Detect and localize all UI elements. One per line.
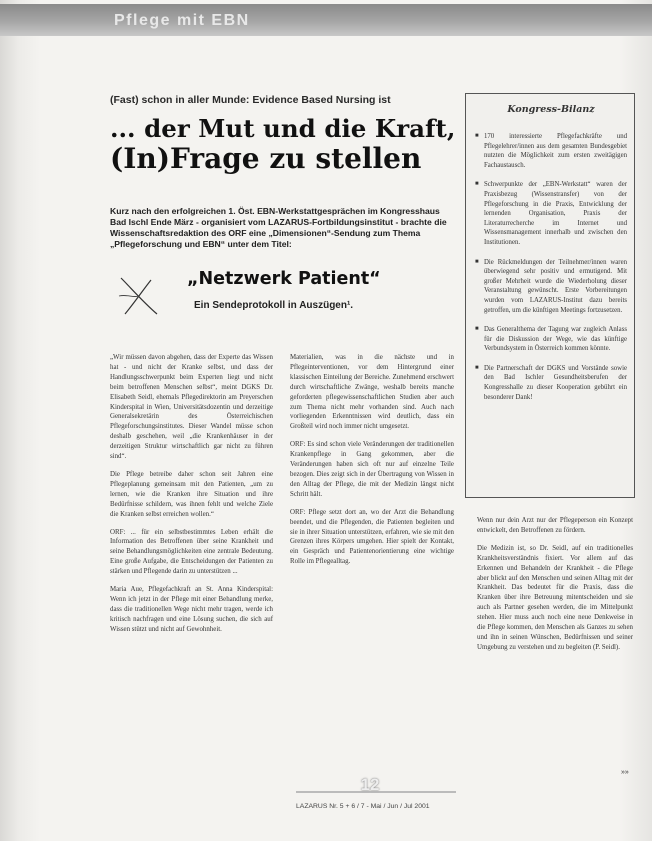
- body-paragraph: ORF: Es sind schon viele Veränderungen der traditionellen Krankenpflege in Gang gekommen, aber die Veränderungen haben sich oft nur auf einzelne Teile bezogen. Dies zeigt sich in der Übertragung von Wissen in den Alltag der Pflege, die mit der Medizin längst nicht Schritt hält.: [290, 441, 454, 498]
- continued-mark: »»: [621, 769, 629, 776]
- sidebar-list-item: ■ Die Rückmeldungen der Teilnehmer/innen waren überwiegend sehr positiv und ermutigend. Mit großer Mehrheit wurde die Wiederholung dieser Veranstaltung gewünscht. Erste Vorbereitungen wurden vom LAZARUS-Institut dazu bereits getroffen, um die künftigen Meetings fortzusetzen.: [475, 258, 627, 316]
- body-column-right: [477, 516, 633, 661]
- body-paragraph: Wenn nur dein Arzt nur der Pflegeperson ein Konzept entwickelt, den Betroffenen zu fördern.: [477, 517, 633, 534]
- body-paragraph: Die Pflege betreibe daher schon seit Jahren eine Pflegeplanung gemeinsam mit den Patienten, „um zu lernen, wie die Kranken ihre Situation und ihre Bedürfnisse schildern, was ihnen fehlt und welche Ziele die Kranken selbst erreichen wollen.“: [110, 470, 273, 518]
- section-banner: [0, 4, 652, 36]
- congress-summary-box: [465, 93, 635, 498]
- footer-imprint: LAZARUS Nr. 5 + 6 / 7 - Mai / Jun / Jul 2001: [296, 803, 430, 810]
- lead-paragraph: Kurz nach den erfolgreichen 1. Öst. EBN-Werkstattgesprächen im Kongresshaus Bad Ischl Ende März - organisiert vom LAZARUS-Fortbildungsinstitut - brachte die Wissenschaftsredaktion des ORF eine „Dimensionen“-Sendung zum Thema „Pflegeforschung und EBN“ unter dem Titel:: [110, 206, 447, 249]
- body-paragraph: ORF: Pflege setzt dort an, wo der Arzt die Behandlung beendet, und die Pflegenden, die Patienten begleiten und sie in ihrer Situation unterstützen, erfahren, wie sie mit den Grenzen ihres Körpers umgehen. Hier spielt der Kontakt, ein Gespräch und Patientenorientierung eine wichtige Rolle im Pflegealltag.: [290, 508, 454, 566]
- sketch-doodle-icon: [117, 274, 165, 320]
- body-paragraph: Materialien, was in die nächste und in Pflegeinterventionen, vor dem Hintergrund einer klassischen Einteilung der Bereiche. Zunehmend erschwert durch wirtschaftliche Zwänge, weshalb bereits manche geforderten pflegewissenschaftlichen Studien aber auch zum Thema nicht mehr vorhanden sind. Auch nach vorliegenden Erkenntnissen wird deutlich, dass ein Großteil wird noch immer nicht umgesetzt.: [290, 354, 454, 431]
- sidebar-list-item: ■ Das Generalthema der Tagung war zugleich Anlass für die Diskussion der Wege, wie das künftige Verbundsystem in Österreich kommen könnte.: [475, 325, 627, 354]
- headline-line-2: (In)Frage zu stellen: [110, 142, 422, 175]
- body-paragraph: Die Medizin ist, so Dr. Seidl, auf ein traditionelles Krankheitsverständnis fixiert. Vor allem auf das Erkennen und Behandeln der Krankheit - die Pflege aber blickt auf den Menschen und seinen Alltag mit der Krankheit. Das bedeutet für die Praxis, dass die Kranken über ihre Betreuung mitentscheiden und sie auch als Partner gesehen werden, die im Mittelpunkt stehen. Hier muss auch noch eine neue Denkweise in die Pflege kommen, den Menschen als Ganzes zu sehen und ihn in seinen Wünschen, Bedürfnissen und seiner Umgebung zu verstehen und zu begleiten (P. Seidl).: [477, 544, 633, 651]
- page-number: 12: [360, 775, 380, 794]
- program-title: „Netzwerk Patient“: [187, 269, 381, 289]
- banner-label: Pflege mit EBN: [114, 12, 250, 29]
- body-paragraph: „Wir müssen davon abgehen, dass der Experte das Wissen hat - und nicht der Kranke selbst, und dass der Handlungsschwerpunkt beim Experten liegt und nicht beim betroffenen Menschen selbst“, meint DGKS Dr. Elisabeth Seidl, ehemals Pflegedirektorin am Preyerschen Kinderspital in Wien, Universitätsdozentin und derzeitige Generalsekretärin des Österreichischen Pflegeforschungsinstitutes. Dieser Wandel müsse schon deshalb geschehen, weil „die Krankenhäuser in der derzeitigen Struktur wirtschaftlich gar nicht zu führen sind“.: [110, 354, 273, 461]
- body-column-left: [110, 353, 273, 643]
- article-kicker: (Fast) schon in aller Munde: Evidence Based Nursing ist: [110, 94, 391, 106]
- body-column-middle: [290, 353, 454, 575]
- body-paragraph: Maria Aue, Pflegefachkraft an St. Anna Kinderspital: Wenn ich jetzt in der Pflege mit einer Behandlung merke, dass die traditionellen Wege nicht mehr tragen, werde ich kritisch nachfragen und eine Lösung suchen, die sich auf Wissen stützt und nicht auf Gewohnheit.: [110, 586, 273, 633]
- sidebar-list-item: ■ 170 interessierte Pflegefachkräfte und Pflegelehrer/innen aus dem gesamten Bundesgebiet nutzten die Möglichkeit zum ersten zweitägigen Fachaustausch.: [475, 132, 627, 170]
- body-paragraph: ORF: ... für ein selbstbestimmtes Leben erhält die Information des Betroffenen über seine Krankheit und seine Behandlungsmöglichkeiten eine zentrale Bedeutung. Eine große Aufgabe, die Entscheidungen der Patienten zu stärken und Pflegende darin zu unterstützen ...: [110, 528, 273, 576]
- program-subtitle: Ein Sendeprotokoll in Auszügen¹.: [194, 300, 354, 311]
- headline-line-1: ... der Mut und die Kraft,: [110, 114, 456, 143]
- sidebar-title: Kongress-Bilanz: [507, 104, 595, 115]
- sidebar-list: [475, 132, 627, 412]
- sidebar-list-item: ■ Schwerpunkte der „EBN-Werkstatt“ waren der Praxisbezug (Wissenstransfer) von der Pflegeforschung in die Praxis, Entwicklung der lernenden Organisation, Praxis der Literaturrecherche im Internet und Wissensmanagement innerhalb und zwischen den Institutionen.: [475, 180, 627, 247]
- sidebar-list-item: ■ Die Partnerschaft der DGKS und Vorstände sowie den Bad Ischler Gesundheitsberufen der Kongresshalle zu dieser Kooperation gebührt ein besonderer Dank!: [475, 364, 627, 402]
